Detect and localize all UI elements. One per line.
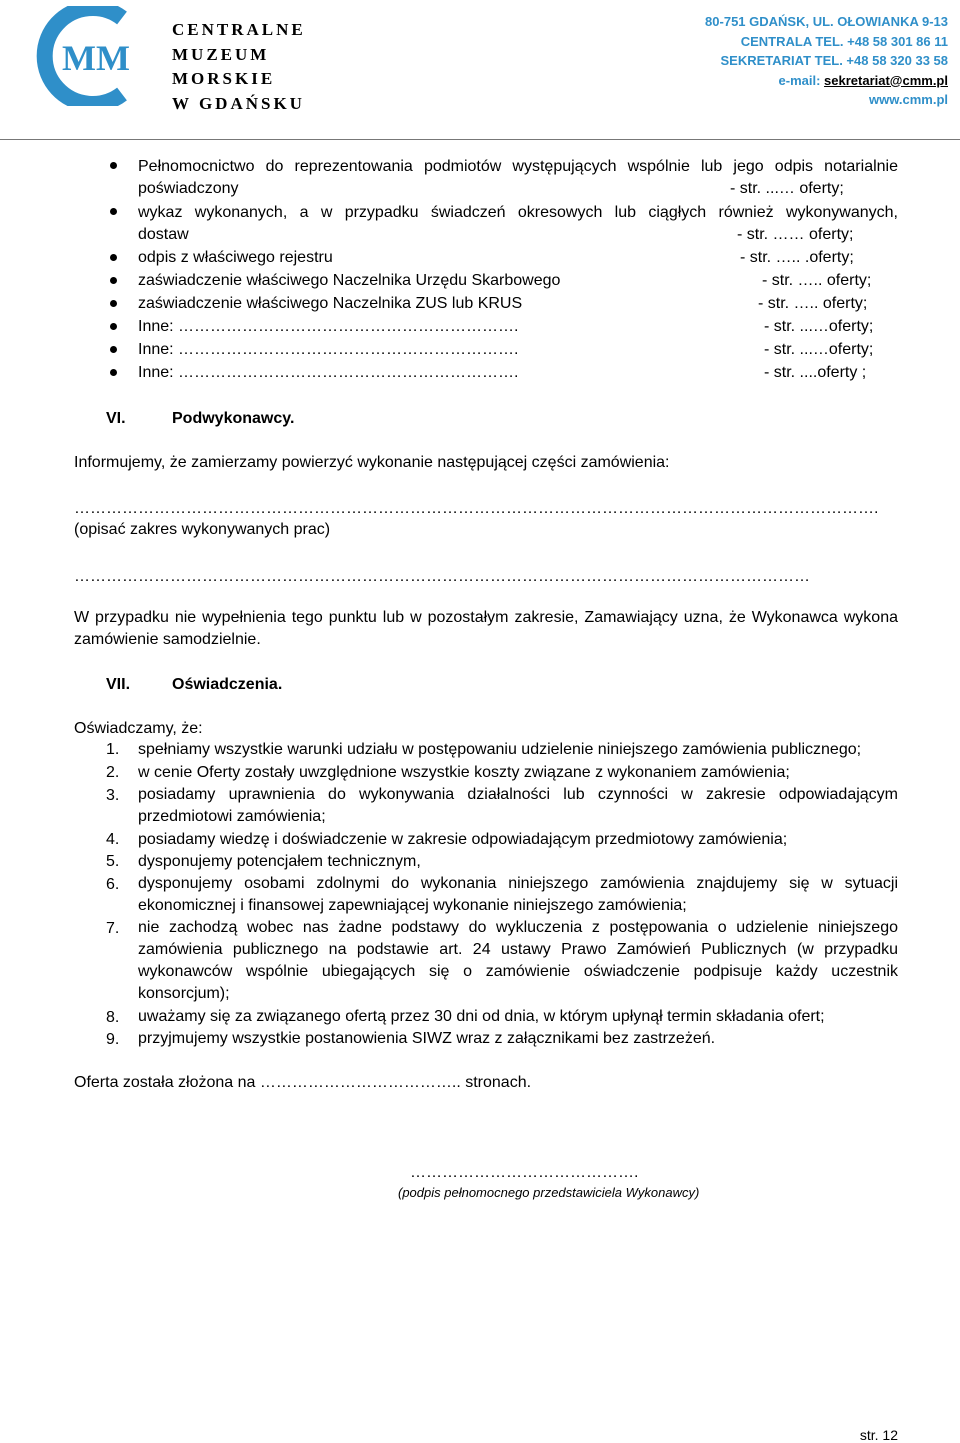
declaration-item: przyjmujemy wszystkie postanowienia SIWZ wraz z załącznikami bez zastrzeżeń. <box>138 1030 716 1047</box>
page-ref: - str. ….. oferty; <box>762 272 872 289</box>
list-item: Inne: ………………………………………………………. <box>138 364 519 381</box>
list-item: Inne: ………………………………………………………. <box>138 341 519 358</box>
item-number: 5. <box>106 853 120 870</box>
list-item: wykaz wykonanych, a w przypadku świadczeń okresowych lub ciągłych również wykonywanych, <box>138 204 898 221</box>
page-ref: - str. ….. .oferty; <box>740 249 854 266</box>
section-title: Podwykonawcy. <box>172 410 295 427</box>
declaration-item: dysponujemy osobami zdolnymi do wykonania niniejszego zamówienia znajdujemy się w sytuacji ekonomicznej i finansowej zapewniającej wykonanie niniejszego zamówienia; <box>138 875 898 914</box>
website-link[interactable]: www.cmm.pl <box>869 92 948 107</box>
section-number: VII. <box>106 676 131 693</box>
bullet-icon <box>110 346 117 353</box>
item-number: 3. <box>106 787 120 804</box>
list-item-cont: poświadczony <box>138 180 239 197</box>
museum-logo <box>22 6 152 106</box>
museum-name-line: W GDAŃSKU <box>172 93 305 113</box>
item-number: 8. <box>106 1009 120 1026</box>
page-ref: - str. ...… oferty; <box>730 180 844 197</box>
museum-name-line: MORSKIE <box>172 69 276 88</box>
list-item: odpis z właściwego rejestru <box>138 249 333 266</box>
contact-block <box>705 12 948 110</box>
page-ref: - str. ...…oferty; <box>764 341 874 358</box>
declaration-item: w cenie Oferty zostały uwzględnione wszystkie koszty związane z wykonaniem zamówienia; <box>138 764 790 781</box>
item-number: 9. <box>106 1031 120 1048</box>
page-ref: - str. ....oferty ; <box>764 364 867 381</box>
item-number: 4. <box>106 831 120 848</box>
secretariat-phone: SEKRETARIAT TEL. +48 58 320 33 58 <box>720 53 948 68</box>
email-line <box>705 71 948 91</box>
declaration-item: posiadamy wiedzę i doświadczenie w zakresie odpowiadającym przedmiotowy zamówienia; <box>138 831 788 848</box>
bullet-icon <box>110 277 117 284</box>
bullet-icon <box>110 162 117 169</box>
museum-name-line: MUZEUM <box>172 44 270 64</box>
item-number: 6. <box>106 876 120 893</box>
email-link[interactable]: sekretariat@cmm.pl <box>824 72 948 88</box>
logo-text: MM <box>62 38 130 78</box>
list-item: zaświadczenie właściwego Naczelnika ZUS lub KRUS <box>138 295 523 312</box>
bullet-icon <box>110 369 117 376</box>
list-item-cont: dostaw <box>138 226 189 243</box>
declaration-item: dysponujemy potencjałem technicznym, <box>138 853 421 870</box>
declaration-item: uważamy się za związanego ofertą przez 30 dni od dnia, w którym upłynął termin składania ofert; <box>138 1008 825 1025</box>
item-number: 1. <box>106 741 120 758</box>
page-ref: - str. ...…oferty; <box>764 318 874 335</box>
declaration-item: spełniamy wszystkie warunki udziału w postępowaniu udzielenie niniejszego zamówienia publicznego; <box>138 741 862 758</box>
page-ref: - str. …… oferty; <box>737 226 854 243</box>
subcontract-note: W przypadku nie wypełnienia tego punktu lub w pozostałym zakresie, Zamawiający uzna, że Wykonawca wykona zamówienie samodzielnie. <box>74 609 898 648</box>
page-number: str. 12 <box>859 1427 898 1443</box>
bullet-icon <box>110 300 117 307</box>
fill-in-dots: ………………………………………………………………………………………………………………………… <box>74 568 810 585</box>
central-phone: CENTRALA TEL. +48 58 301 86 11 <box>740 33 948 49</box>
header-divider <box>0 139 960 140</box>
declarations-intro: Oświadczamy, że: <box>74 720 203 737</box>
item-number: 7. <box>106 920 120 937</box>
page-ref: - str. ….. oferty; <box>758 295 868 312</box>
pages-statement: Oferta została złożona na ……………………………….. stronach. <box>74 1074 532 1091</box>
item-number: 2. <box>106 764 120 781</box>
museum-name <box>172 18 306 116</box>
declaration-item: nie zachodzą wobec nas żadne podstawy do wykluczenia z postępowania o udzielenie niniejszego zamówienia publicznego na podstawie art. 24 ustawy Prawo Zamówień Publicznych (w przypadku wykonawców wspólnie ubiegających się o zamówienie oświadczenie podpisuje każdy uczestnik konsorcjum); <box>138 919 898 1002</box>
section-title: Oświadczenia. <box>172 676 283 693</box>
fill-in-hint: (opisać zakres wykonywanych prac) <box>74 521 331 538</box>
list-item: zaświadczenie właściwego Naczelnika Urzędu Skarbowego <box>138 272 561 289</box>
section-number: VI. <box>106 410 126 427</box>
bullet-icon <box>110 254 117 261</box>
signature-line: ……………………………………. <box>410 1164 639 1181</box>
declaration-item: posiadamy uprawnienia do wykonywania działalności lub czynności w zakresie odpowiadającym przedmiotowi zamówienia; <box>138 786 898 825</box>
signature-label: (podpis pełnomocnego przedstawiciela Wykonawcy) <box>398 1185 700 1200</box>
subcontract-intro: Informujemy, że zamierzamy powierzyć wykonanie następującej części zamówienia: <box>74 454 670 471</box>
list-item: Pełnomocnictwo do reprezentowania podmiotów występujących wspólnie lub jego odpis notarialnie <box>138 158 898 175</box>
letterhead <box>0 0 960 140</box>
address: 80-751 GDAŃSK, UL. OŁOWIANKA 9-13 <box>705 14 948 29</box>
bullet-icon <box>110 323 117 330</box>
fill-in-dots: ……………………………………………………………………………………………………………………………………. <box>74 500 879 517</box>
list-item: Inne: ………………………………………………………. <box>138 318 519 335</box>
email-label: e-mail: <box>778 72 825 88</box>
bullet-icon <box>110 208 117 215</box>
museum-name-line: CENTRALNE <box>172 20 306 39</box>
